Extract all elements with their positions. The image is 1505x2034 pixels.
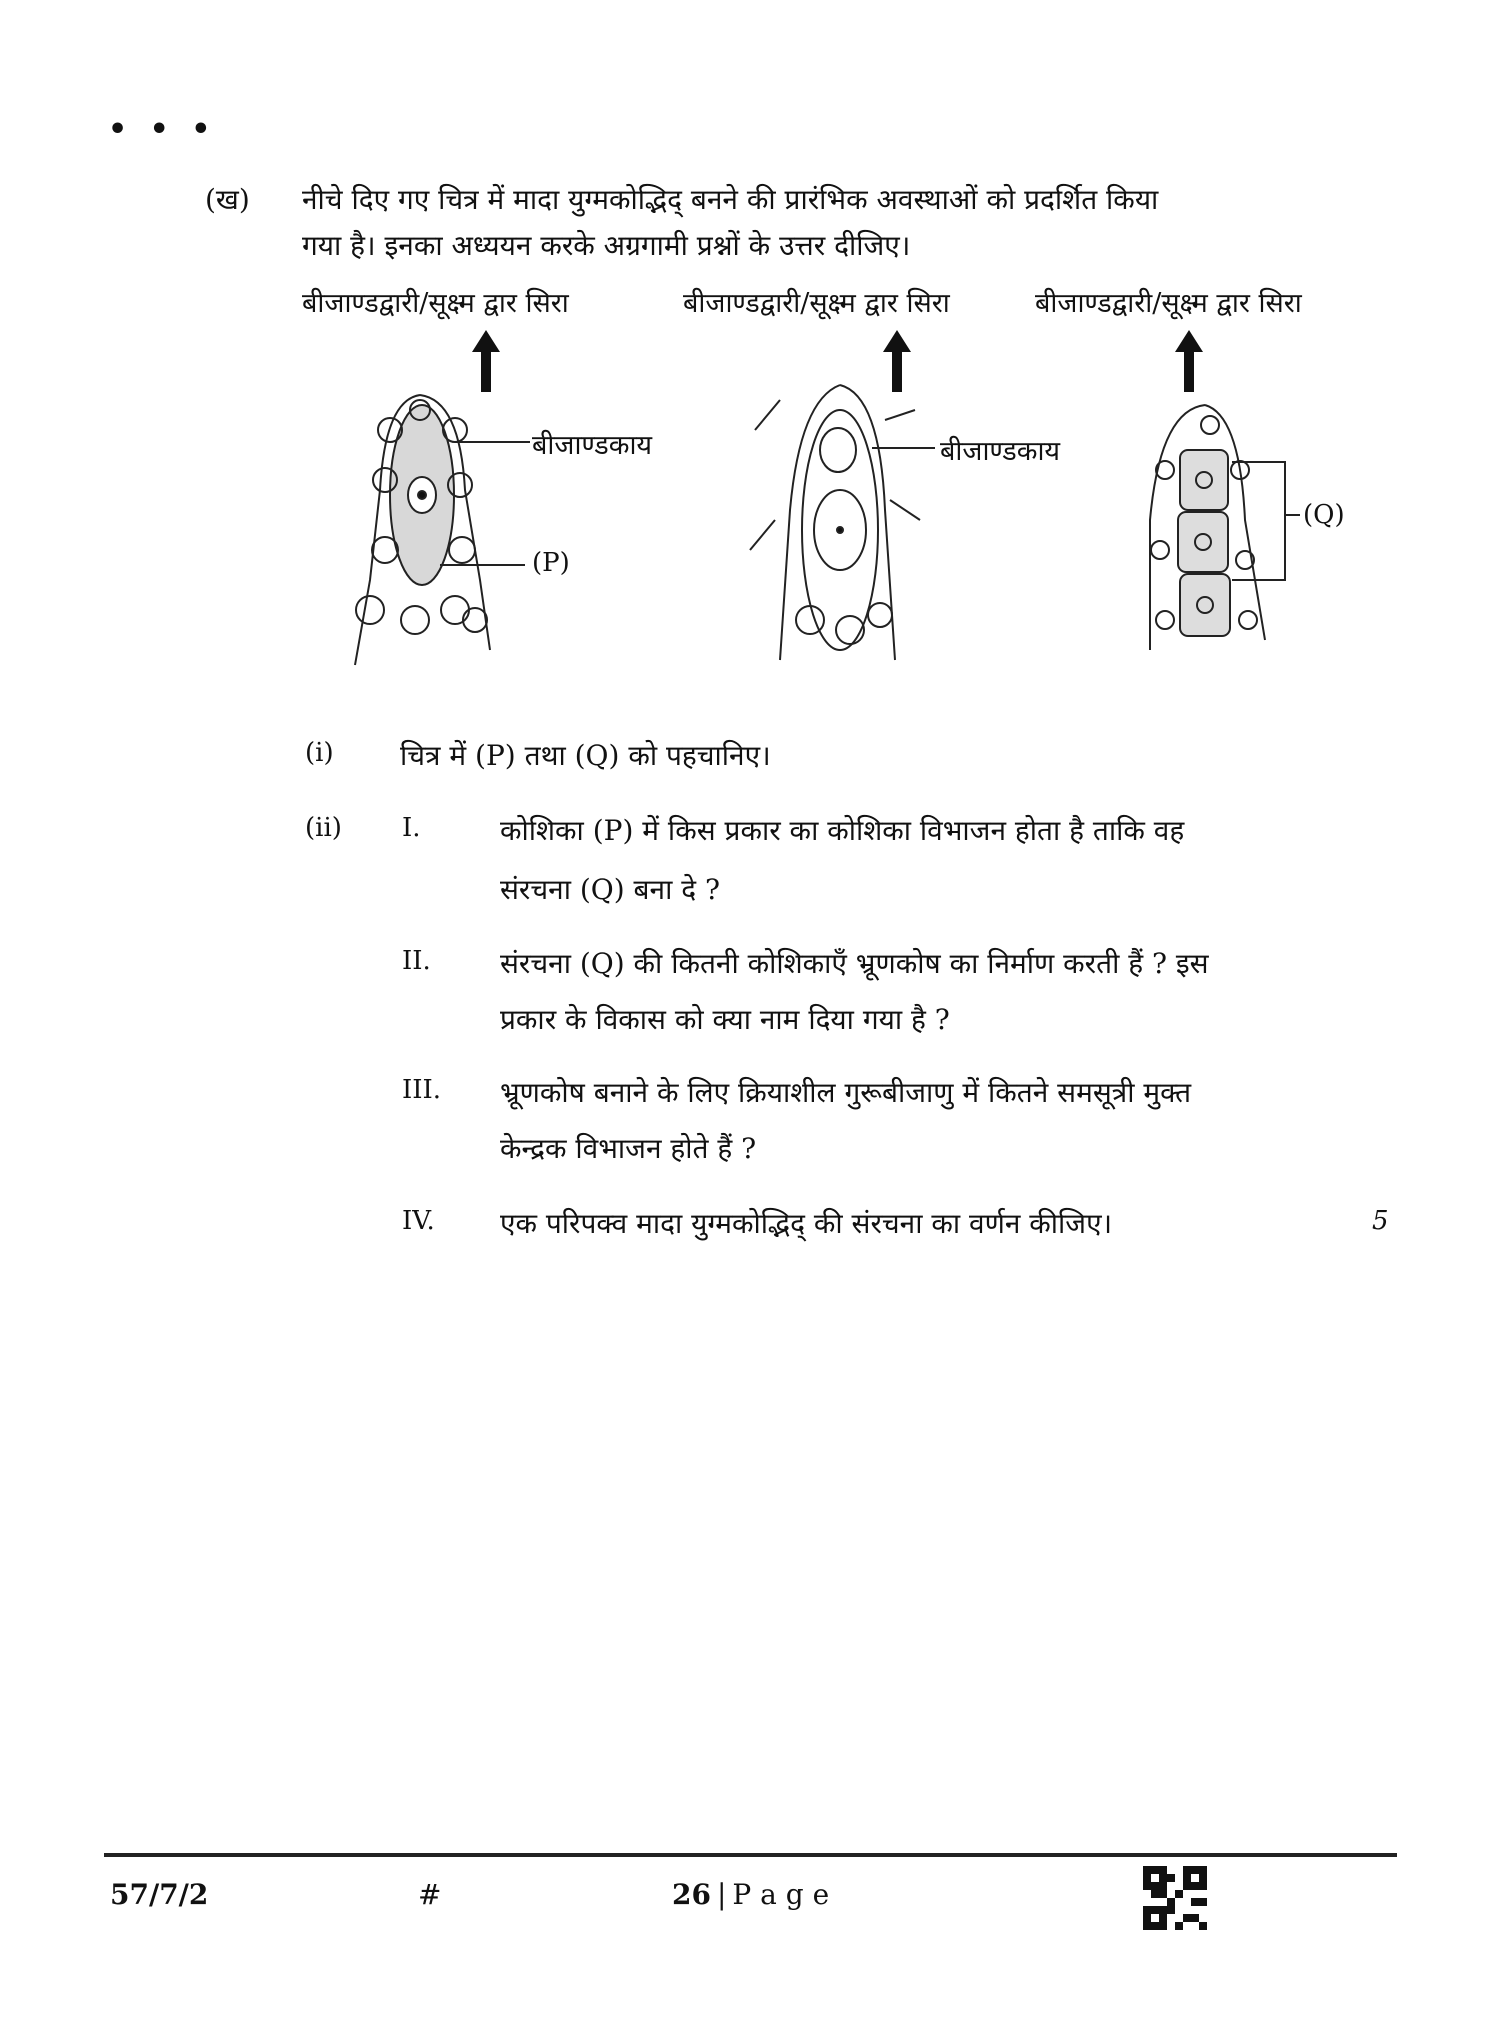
part-i-text: चित्र में (P) तथा (Q) को पहचानिए। [400,739,771,772]
question-label: (ख) [205,183,250,216]
megagametophyte-diagram [0,320,1505,690]
page-separator: | [716,1878,727,1911]
up-arrow-icon [883,330,911,392]
question-intro-line1: नीचे दिए गए चित्र में मादा युग्मकोद्भिद् बनने की प्रारंभिक अवस्थाओं को प्रदर्शित किया [302,183,1159,216]
subpart-I-line2: संरचना (Q) बना दे ? [500,873,721,906]
up-arrow-icon [472,330,500,392]
micropylar-end-label-2: बीजाण्डद्वारी/सूक्ष्म द्वार सिरा [683,288,950,319]
paper-code: 57/7/2 [110,1878,209,1911]
subpart-II-number: II. [402,946,431,976]
subpart-I-number: I. [402,813,421,843]
micropylar-end-label-3: बीजाण्डद्वारी/सूक्ष्म द्वार सिरा [1035,288,1302,319]
part-i-number: (i) [305,738,334,768]
subpart-I-line1: कोशिका (P) में किस प्रकार का कोशिका विभाजन होता है ताकि वह [500,814,1185,847]
qr-code-icon [1143,1866,1207,1930]
ovule-stage-2 [750,385,935,660]
micropylar-end-label-1: बीजाण्डद्वारी/सूक्ष्म द्वार सिरा [302,288,569,319]
hash-mark: # [418,1878,442,1911]
subpart-III-line1: भ्रूणकोष बनाने के लिए क्रियाशील गुरूबीजाणु में कितने समसूत्री मुक्त [500,1076,1192,1109]
subpart-III-line2: केन्द्रक विभाजन होते हैं ? [500,1132,757,1165]
p-label: (P) [532,548,570,578]
q-label: (Q) [1303,500,1345,530]
subpart-IV-line1: एक परिपक्व मादा युग्मकोद्भिद् की संरचना का वर्णन कीजिए। [500,1207,1113,1240]
continuation-marker: • • • [108,112,217,147]
ovule-stage-3 [1150,405,1300,650]
marks: 5 [1372,1206,1389,1236]
page-number-value: 26 [672,1878,711,1911]
part-ii-number: (ii) [305,813,342,843]
page-number [672,1878,829,1911]
arrow-icons [472,330,1203,392]
subpart-II-line1: संरचना (Q) की कितनी कोशिकाएँ भ्रूणकोष का निर्माण करती हैं ? इस [500,947,1209,980]
nucellus-label-2: बीजाण्डकाय [940,436,1061,467]
up-arrow-icon [1175,330,1203,392]
subpart-III-number: III. [402,1075,442,1105]
ovule-stage-1 [355,395,530,665]
page-word: P a g e [732,1878,830,1911]
subpart-II-line2: प्रकार के विकास को क्या नाम दिया गया है ? [500,1003,950,1036]
nucellus-label-1: बीजाण्डकाय [532,430,653,461]
footer-divider [104,1853,1397,1857]
question-intro-line2: गया है। इनका अध्ययन करके अग्रगामी प्रश्नों के उत्तर दीजिए। [302,229,911,262]
subpart-IV-number: IV. [402,1206,435,1236]
